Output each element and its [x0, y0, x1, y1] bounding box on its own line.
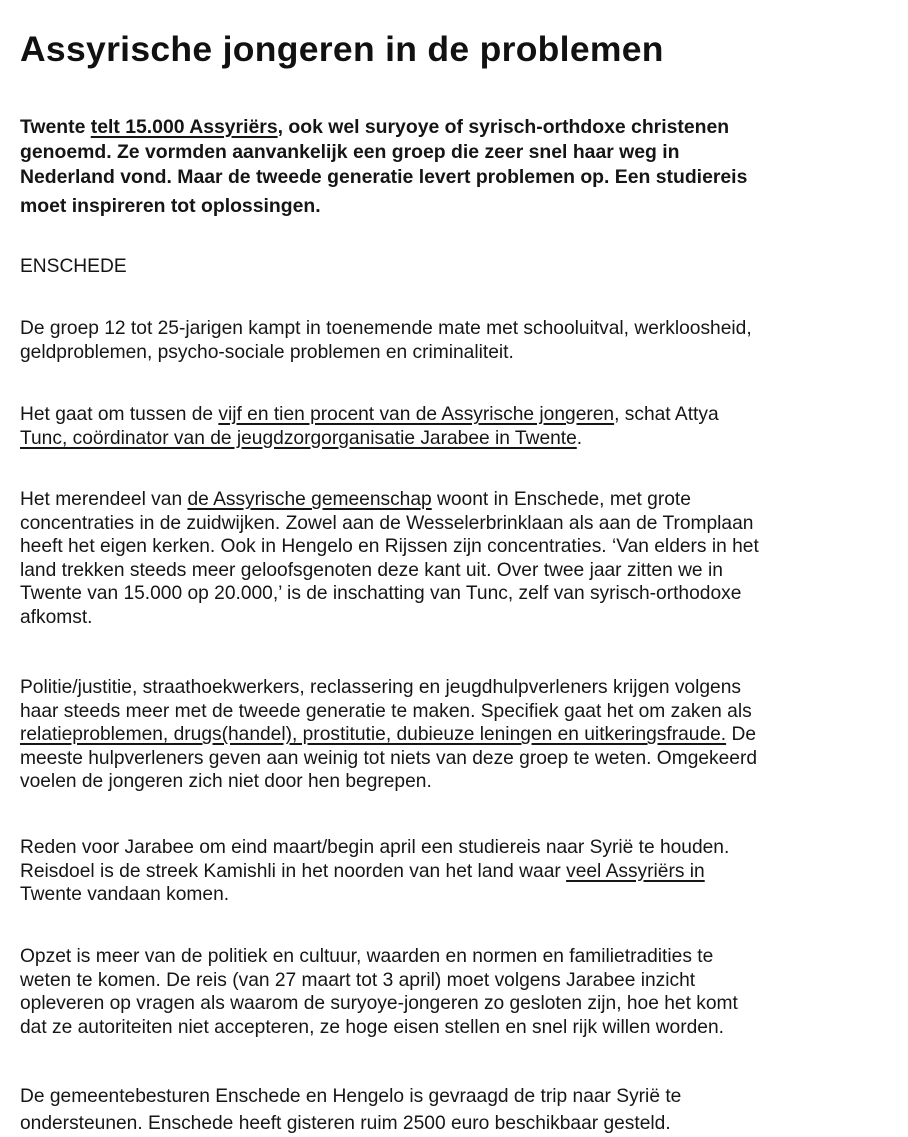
paragraph-line	[20, 403, 902, 427]
paragraph-5	[20, 836, 902, 907]
paragraph-line: weten te komen. De reis (van 27 maart tot 3 april) moet volgens Jarabee inzicht	[20, 969, 696, 991]
paragraph-line: De groep 12 tot 25-jarigen kampt in toenemende mate met schooluitval, werkloosheid,	[20, 318, 752, 339]
paragraph-3	[20, 488, 902, 630]
paragraph-line: De gemeentebesturen Enschede en Hengelo is gevraagd de trip naar Syrië te	[20, 1086, 682, 1107]
lead-line-1	[20, 115, 900, 140]
paragraph-line: Politie/justitie, straathoekwerkers, reclassering en jeugdhulpverleners krijgen volgens	[20, 677, 741, 698]
paragraph-line	[20, 427, 902, 451]
paragraph-line: dat ze autoriteiten niet accepteren, ze hoge eisen stellen en snel rijk willen worden.	[20, 1016, 724, 1038]
paragraph-line: geldproblemen, psycho-sociale problemen en criminaliteit.	[20, 341, 514, 363]
paragraph-line	[20, 488, 902, 512]
lead-text: , ook wel suryoye of syrisch-orthdoxe christenen	[277, 116, 730, 138]
paragraph-line: opleveren op vragen als waarom de suryoye-jongeren zo gesloten zijn, hoe het komt	[20, 993, 738, 1015]
paragraph-line: haar steeds meer met de tweede generatie te maken. Specifiek gaat het om zaken als	[20, 700, 752, 722]
paragraph-line: Opzet is meer van de politiek en cultuur, waarden en normen en familietradities te	[20, 946, 714, 967]
paragraph-1	[20, 317, 902, 364]
underlined-text: veel Assyriërs in	[566, 860, 705, 882]
paragraph-2	[20, 403, 902, 450]
paragraph-4	[20, 676, 902, 794]
paragraph-text: woont in Enschede, met grote	[431, 489, 691, 510]
paragraph-line: concentraties in de zuidwijken. Zowel aan de Wesselerbrinklaan als aan de Tromplaan	[20, 512, 754, 534]
underlined-text: de Assyrische gemeenschap	[187, 489, 432, 510]
paragraph-text: .	[576, 427, 583, 449]
underlined-text: vijf en tien procent van de Assyrische jongeren	[218, 404, 615, 425]
paragraph-line	[20, 860, 902, 884]
paragraph-text: Het gaat om tussen de	[20, 404, 219, 425]
paragraph-line: ondersteunen. Enschede heeft gisteren ruim 2500 euro beschikbaar gesteld.	[20, 1113, 671, 1134]
lead-line-3: Nederland vond. Maar de tweede generatie levert problemen op. Een studiereis	[20, 166, 748, 188]
paragraph-line: Twente vandaan komen.	[20, 884, 230, 906]
underlined-text: relatieproblemen, drugs(handel), prostitutie, dubieuze leningen en uitkeringsfraude.	[20, 724, 727, 746]
paragraph-text: De	[726, 724, 756, 746]
paragraph-text: Reisdoel is de streek Kamishli in het noorden van het land waar	[20, 860, 567, 882]
paragraph-line: Reden voor Jarabee om eind maart/begin april een studiereis naar Syrië te houden.	[20, 837, 730, 858]
article-lead	[20, 115, 900, 219]
paragraph-line: Twente van 15.000 op 20.000,’ is de inschatting van Tunc, zelf van syrisch-orthodoxe	[20, 583, 742, 605]
lead-underlined-text: telt 15.000 Assyriërs	[90, 116, 278, 138]
paragraph-line: heeft het eigen kerken. Ook in Hengelo en Rijssen zijn concentraties. ‘Van elders in het	[20, 536, 759, 558]
paragraph-line: land trekken steeds meer geloofsgenoten deze kant uit. Over twee jaar zitten we in	[20, 559, 723, 581]
paragraph-line	[20, 723, 902, 747]
paragraph-6	[20, 945, 902, 1039]
dateline: ENSCHEDE	[20, 256, 127, 277]
article-title: Assyrische jongeren in de problemen	[20, 29, 664, 69]
paragraph-line: afkomst.	[20, 606, 93, 628]
lead-line-2: genoemd. Ze vormden aanvankelijk een groep die zeer snel haar weg in	[20, 141, 680, 163]
paragraph-text: Het merendeel van	[20, 489, 188, 510]
paragraph-line: meeste hulpverleners geven aan weinig tot niets van deze groep te weten. Omgekeerd	[20, 747, 758, 769]
underlined-text: Tunc, coördinator van de jeugdzorgorganisatie Jarabee in Twente	[20, 427, 577, 449]
lead-text: Twente	[20, 116, 91, 138]
paragraph-7	[20, 1083, 902, 1137]
paragraph-line: voelen de jongeren zich niet door hen begrepen.	[20, 771, 432, 793]
paragraph-text: , schat Attya	[614, 404, 719, 425]
lead-line-4: moet inspireren tot oplossingen.	[20, 195, 321, 217]
